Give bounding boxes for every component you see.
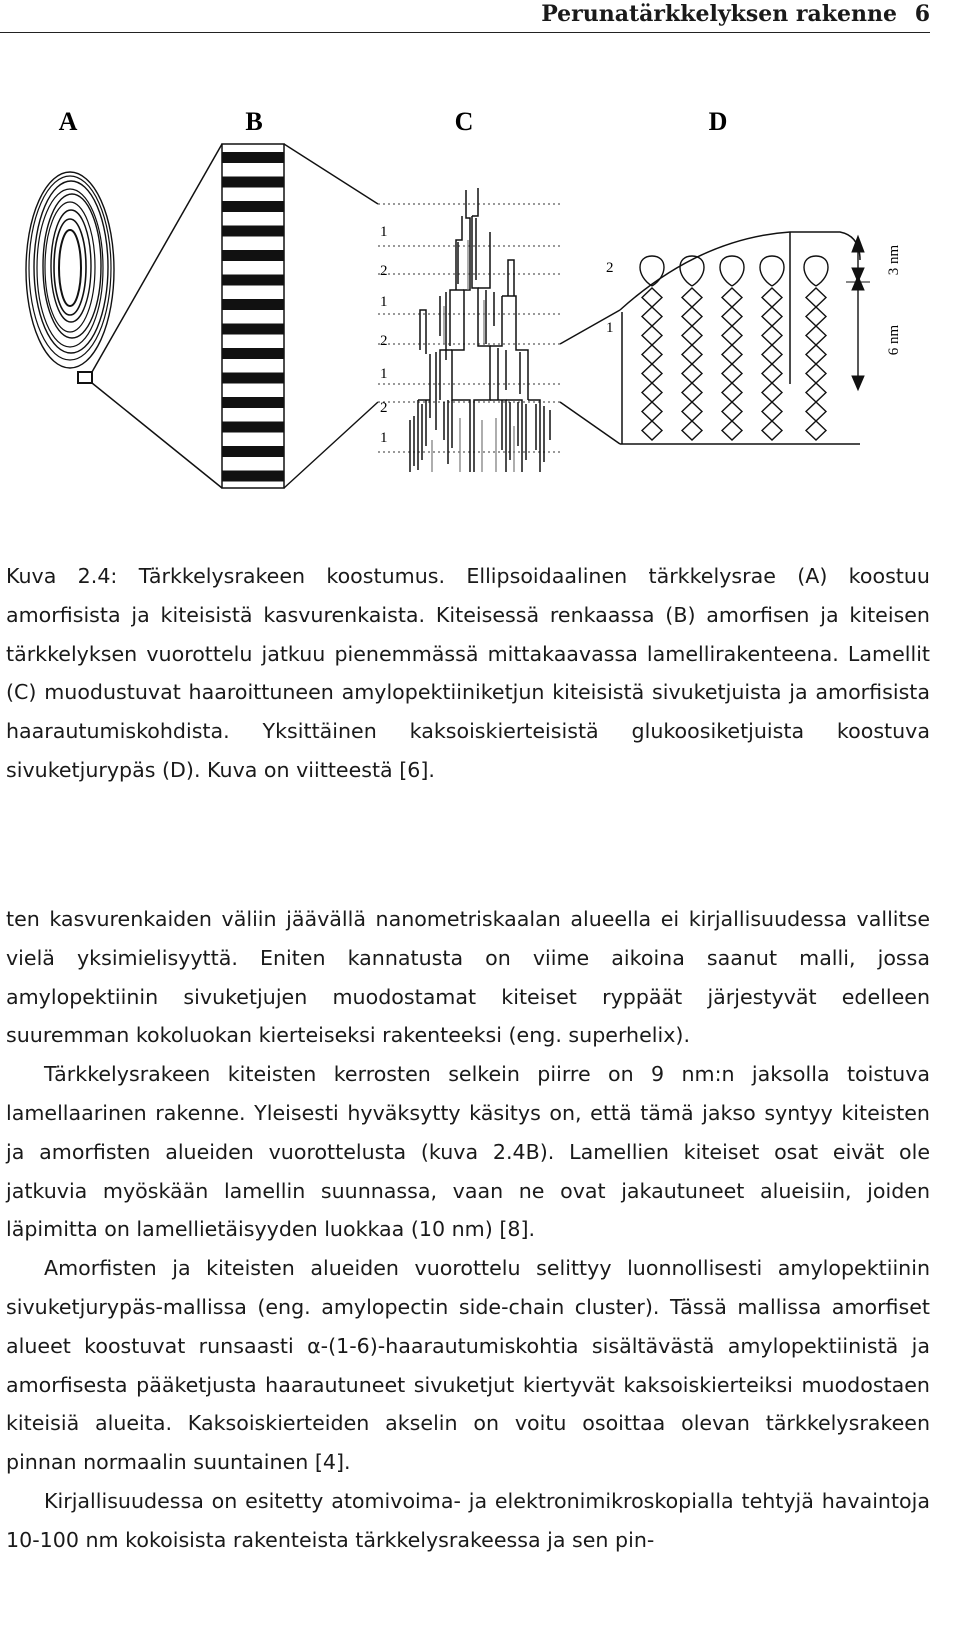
label-c-3: 1: [380, 294, 388, 310]
zoom-line-a-top: [92, 144, 222, 372]
lamella-stripe: [222, 201, 284, 212]
lamella-stripe: [222, 226, 284, 237]
lamella-labels-c: [380, 224, 388, 446]
label-d-2: 2: [606, 260, 614, 276]
label-d-1: 1: [606, 320, 614, 336]
cluster-outline-top: [620, 232, 860, 310]
lamella-dotted-lines: [378, 204, 560, 452]
helix: [722, 288, 742, 440]
branch-loop: [640, 256, 664, 286]
paragraph: Amorfisten ja kiteisten alueiden vuorottelu selittyy luonnollisesti amylopektiinin sivuketjurypäs-mallissa (eng. amylopectin side-chain cluster). Tässä mallissa amorfiset alueet koostuvat runsaasti α-(1-6)-haarautumiskohtia sisältävästä amylopektiinistä ja amorfisesta pääketjusta haarautuneet sivuketjut kiertyvät kaksoiskierteiksi muodostaen kiteisiä alueita. Kaksoiskierteiden akselin on voitu osoittaa olevan tärkkelysrakeen pinnan normaalin suuntainen [4].: [6, 1256, 930, 1475]
zoom-line-b-bottom: [284, 402, 378, 488]
branch-loop: [720, 256, 744, 286]
lamella-stripe: [222, 422, 284, 433]
lamella-stripe: [222, 446, 284, 457]
lamella-stripe: [222, 250, 284, 261]
label-c-5: 1: [380, 366, 388, 382]
label-c-1: 1: [380, 224, 388, 240]
dim-label-top: 3 nm: [886, 244, 902, 276]
helix: [642, 288, 662, 440]
helix: [682, 288, 702, 440]
body-text: [6, 900, 930, 1560]
panel-label-d: D: [708, 107, 728, 136]
lamella-labels-d: [606, 260, 614, 336]
growth-ring-bar: [222, 144, 284, 488]
label-c-7: 1: [380, 430, 388, 446]
lamella-stripe: [222, 275, 284, 286]
zoom-line-a-bottom: [92, 383, 222, 488]
label-c-6: 2: [380, 400, 388, 416]
figure-caption: Kuva 2.4: Tärkkelysrakeen koostumus. Ellipsoidaalinen tärkkelysrae (A) koostuu amorfisista ja kiteisistä kasvurenkaista. Kiteisessä renkaassa (B) amorfisen ja kiteisen tärkkelyksen vuorottelu jatkuu pienemmässä mittakaavassa lamellirakenteena. Lamellit (C) muodustuvat haaroittuneen amylopektiiniketjun kiteisistä sivuketjuista ja amorfisista haarautumiskohdista. Yksittäinen kaksoiskierteisistä glukoosiketjuista koostuva sivuketjurypäs (D). Kuva on viitteestä [6].: [6, 564, 930, 782]
lamella-stripe: [222, 324, 284, 335]
label-c-2: 2: [380, 263, 388, 279]
running-head-title: Perunatärkkelyksen rakenne: [541, 1, 898, 27]
panel-label-c: C: [454, 107, 474, 136]
dim-label-bottom: 6 nm: [886, 324, 902, 356]
lamella-stripe: [222, 397, 284, 408]
page-number: 6: [914, 1, 930, 27]
label-c-4: 2: [380, 333, 388, 349]
lamella-stripe: [222, 299, 284, 310]
lamella-stripe: [222, 373, 284, 384]
granule-rings: [26, 172, 114, 368]
paragraph: ten kasvurenkaiden väliin jäävällä nanometriskaalan alueella ei kirjallisuudessa vallitse vielä yksimielisyyttä. Eniten kannatusta on viime aikoina saanut malli, jossa amylopektiinin sivuketjujen muodostamat kiteiset ryppäät järjestyvät edelleen suuremman kokoluokan kierteiseksi rakenteeksi (eng. superhelix).: [6, 907, 930, 1048]
paragraph: Kirjallisuudessa on esitetty atomivoima- ja elektronimikroskopialla tehtyjä havaintoja 10-100 nm kokoisista rakenteista tärkkelysrakeessa ja sen pin-: [6, 1488, 930, 1552]
lamella-stripe: [222, 471, 284, 482]
panel-label-b: B: [245, 107, 263, 136]
paragraph: Tärkkelysrakeen kiteisten kerrosten selkein piirre on 9 nm:n jaksolla toistuva lamellaarinen rakenne. Yleisesti hyväksytty käsitys on, että tämä jakso syntyy kiteisten ja amorfisten alueiden vuorottelusta (kuva 2.4B). Lamellien kiteiset osat eivät ole jatkuvia myöskään lamellin suunnassa, vaan ne ovat jakautuneet alueisiin, joiden läpimitta on lamellietäisyyden luokkaa (10 nm) [8].: [6, 1062, 930, 1242]
branched-chains: [410, 188, 550, 472]
branch-loop: [804, 256, 828, 286]
zoom-box: [78, 372, 92, 383]
branch-loop: [760, 256, 784, 286]
running-head: [0, 0, 930, 33]
zoom-line-c-bottom: [560, 402, 620, 444]
helix: [806, 288, 826, 440]
figure-starch-structure: [0, 100, 960, 520]
lamella-stripe: [222, 152, 284, 163]
zoom-line-b-top: [284, 144, 378, 204]
panel-label-a: A: [58, 107, 78, 136]
figure-svg: [0, 100, 960, 520]
dimension-arrows: [846, 236, 870, 390]
helix: [762, 288, 782, 440]
double-helices: [640, 256, 828, 440]
branch-loop: [680, 256, 704, 286]
lamella-stripe: [222, 177, 284, 188]
lamella-stripe: [222, 348, 284, 359]
